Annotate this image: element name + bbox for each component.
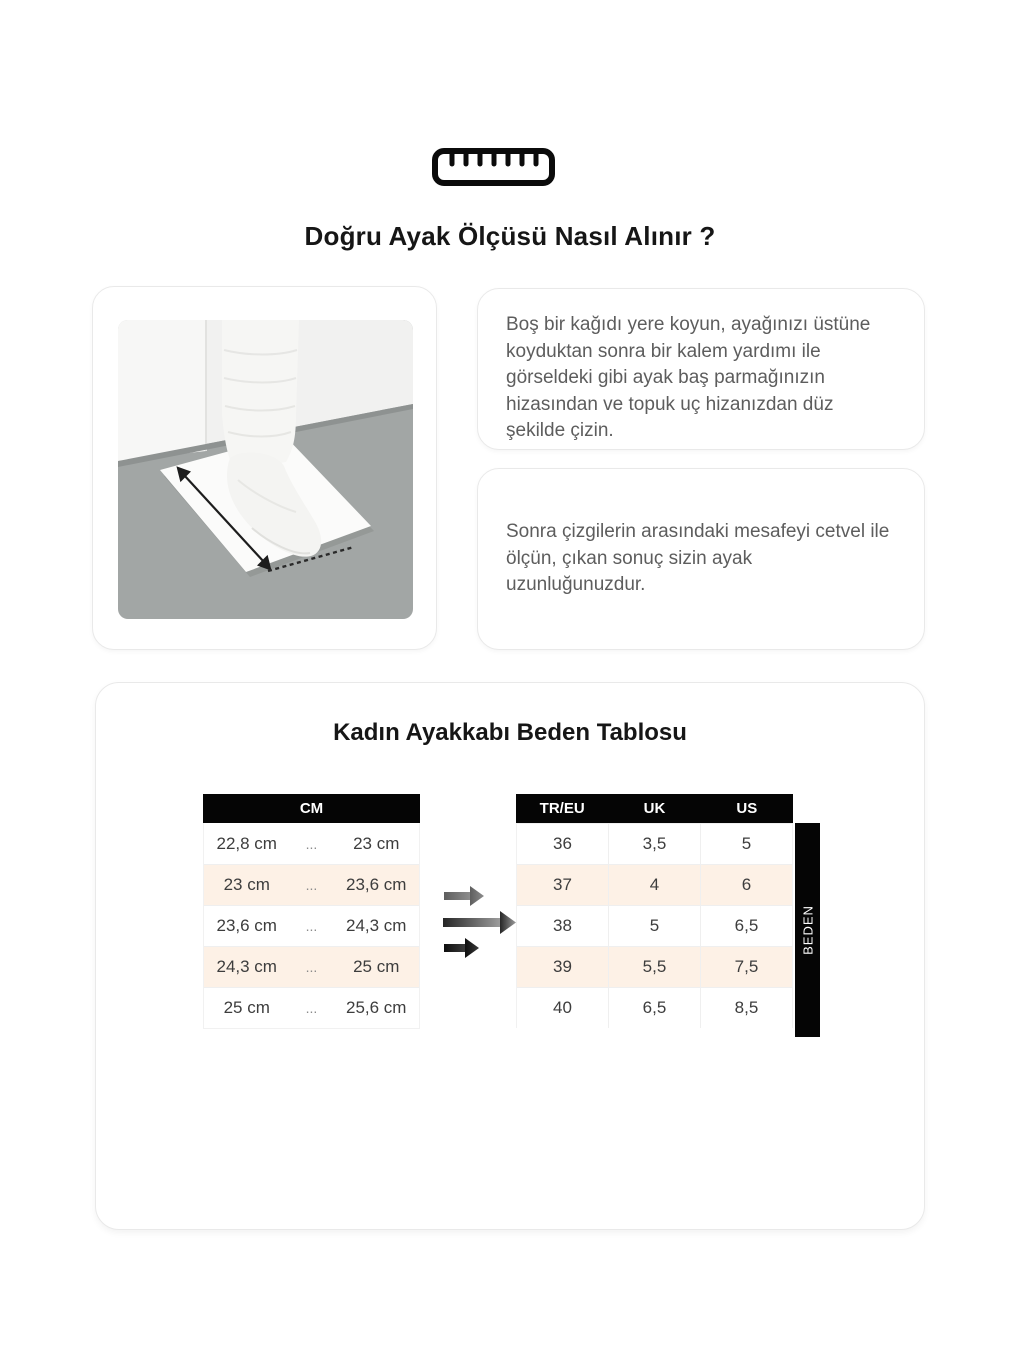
foot-measurement-photo — [118, 320, 413, 619]
table-row — [204, 905, 419, 946]
table-row — [204, 823, 419, 864]
cm-to: 23 cm — [353, 833, 400, 853]
cell-tr-eu: 39 — [517, 947, 609, 987]
cell-uk: 5 — [609, 906, 701, 946]
table-row — [204, 946, 419, 987]
cm-range-table — [203, 794, 420, 1029]
table-row — [517, 946, 793, 987]
cell-us: 6,5 — [701, 906, 793, 946]
header-uk: UK — [643, 800, 666, 817]
beden-label-text: BEDEN — [800, 905, 815, 955]
page-title: Doğru Ayak Ölçüsü Nasıl Alınır ? — [304, 221, 716, 251]
cm-to: 24,3 cm — [346, 916, 407, 935]
conversion-table-header — [516, 794, 793, 823]
cm-separator: ... — [305, 918, 318, 934]
cell-tr-eu: 40 — [517, 988, 609, 1028]
table-row — [517, 823, 793, 864]
cell-uk: 3,5 — [609, 824, 701, 864]
cm-from: 23 cm — [223, 875, 270, 894]
cm-separator: ... — [305, 835, 318, 852]
instruction-step-1-card — [477, 288, 925, 450]
cm-to: 25,6 cm — [346, 998, 407, 1017]
beden-vertical-label — [795, 823, 820, 1037]
cell-us: 6 — [701, 865, 793, 905]
cm-separator: ... — [305, 1000, 318, 1016]
cell-us: 7,5 — [701, 947, 793, 987]
instruction-step-1-text: Boş bir kağıdı yere koyun, ayağınızı üstüne koyduktan sonra bir kalem yardımı ile görseldeki gibi ayak baş parmağınızın hizasından ve topuk uç hizanızdan düz şekilde çizin. — [506, 314, 871, 441]
size-table-card — [95, 682, 925, 1230]
table-row — [204, 864, 419, 905]
cm-from: 24,3 cm — [216, 957, 277, 976]
cm-from: 23,6 cm — [216, 916, 277, 935]
cm-to: 25 cm — [353, 957, 400, 976]
header-us: US — [736, 800, 758, 817]
cm-from: 25 cm — [223, 998, 270, 1017]
cell-us: 5 — [701, 824, 793, 864]
size-conversion-table — [516, 794, 793, 1028]
cell-tr-eu: 37 — [517, 865, 609, 905]
cell-uk: 5,5 — [609, 947, 701, 987]
cell-tr-eu: 38 — [517, 906, 609, 946]
cell-tr-eu: 36 — [517, 824, 609, 864]
cell-us: 8,5 — [701, 988, 793, 1028]
foot-measurement-photo-card — [92, 286, 437, 650]
cell-uk: 4 — [609, 865, 701, 905]
cm-to: 23,6 cm — [346, 875, 407, 894]
cm-table-header: CM — [203, 794, 420, 823]
instruction-step-2-card — [477, 468, 925, 650]
cell-uk: 6,5 — [609, 988, 701, 1028]
cm-from: 22,8 cm — [216, 833, 277, 853]
table-row — [517, 905, 793, 946]
cm-separator: ... — [305, 959, 318, 975]
instruction-step-2-text: Sonra çizgilerin arasındaki mesafeyi cetvel ile ölçün, çıkan sonuç sizin ayak uzunluğunuzdur. — [506, 521, 890, 596]
table-row — [517, 864, 793, 905]
cm-separator: ... — [305, 877, 318, 893]
table-row — [204, 987, 419, 1028]
size-table-title: Kadın Ayakkabı Beden Tablosu — [333, 719, 687, 746]
table-row — [517, 987, 793, 1028]
ruler-icon — [432, 148, 555, 186]
header-tr-eu: TR/EU — [539, 800, 585, 817]
